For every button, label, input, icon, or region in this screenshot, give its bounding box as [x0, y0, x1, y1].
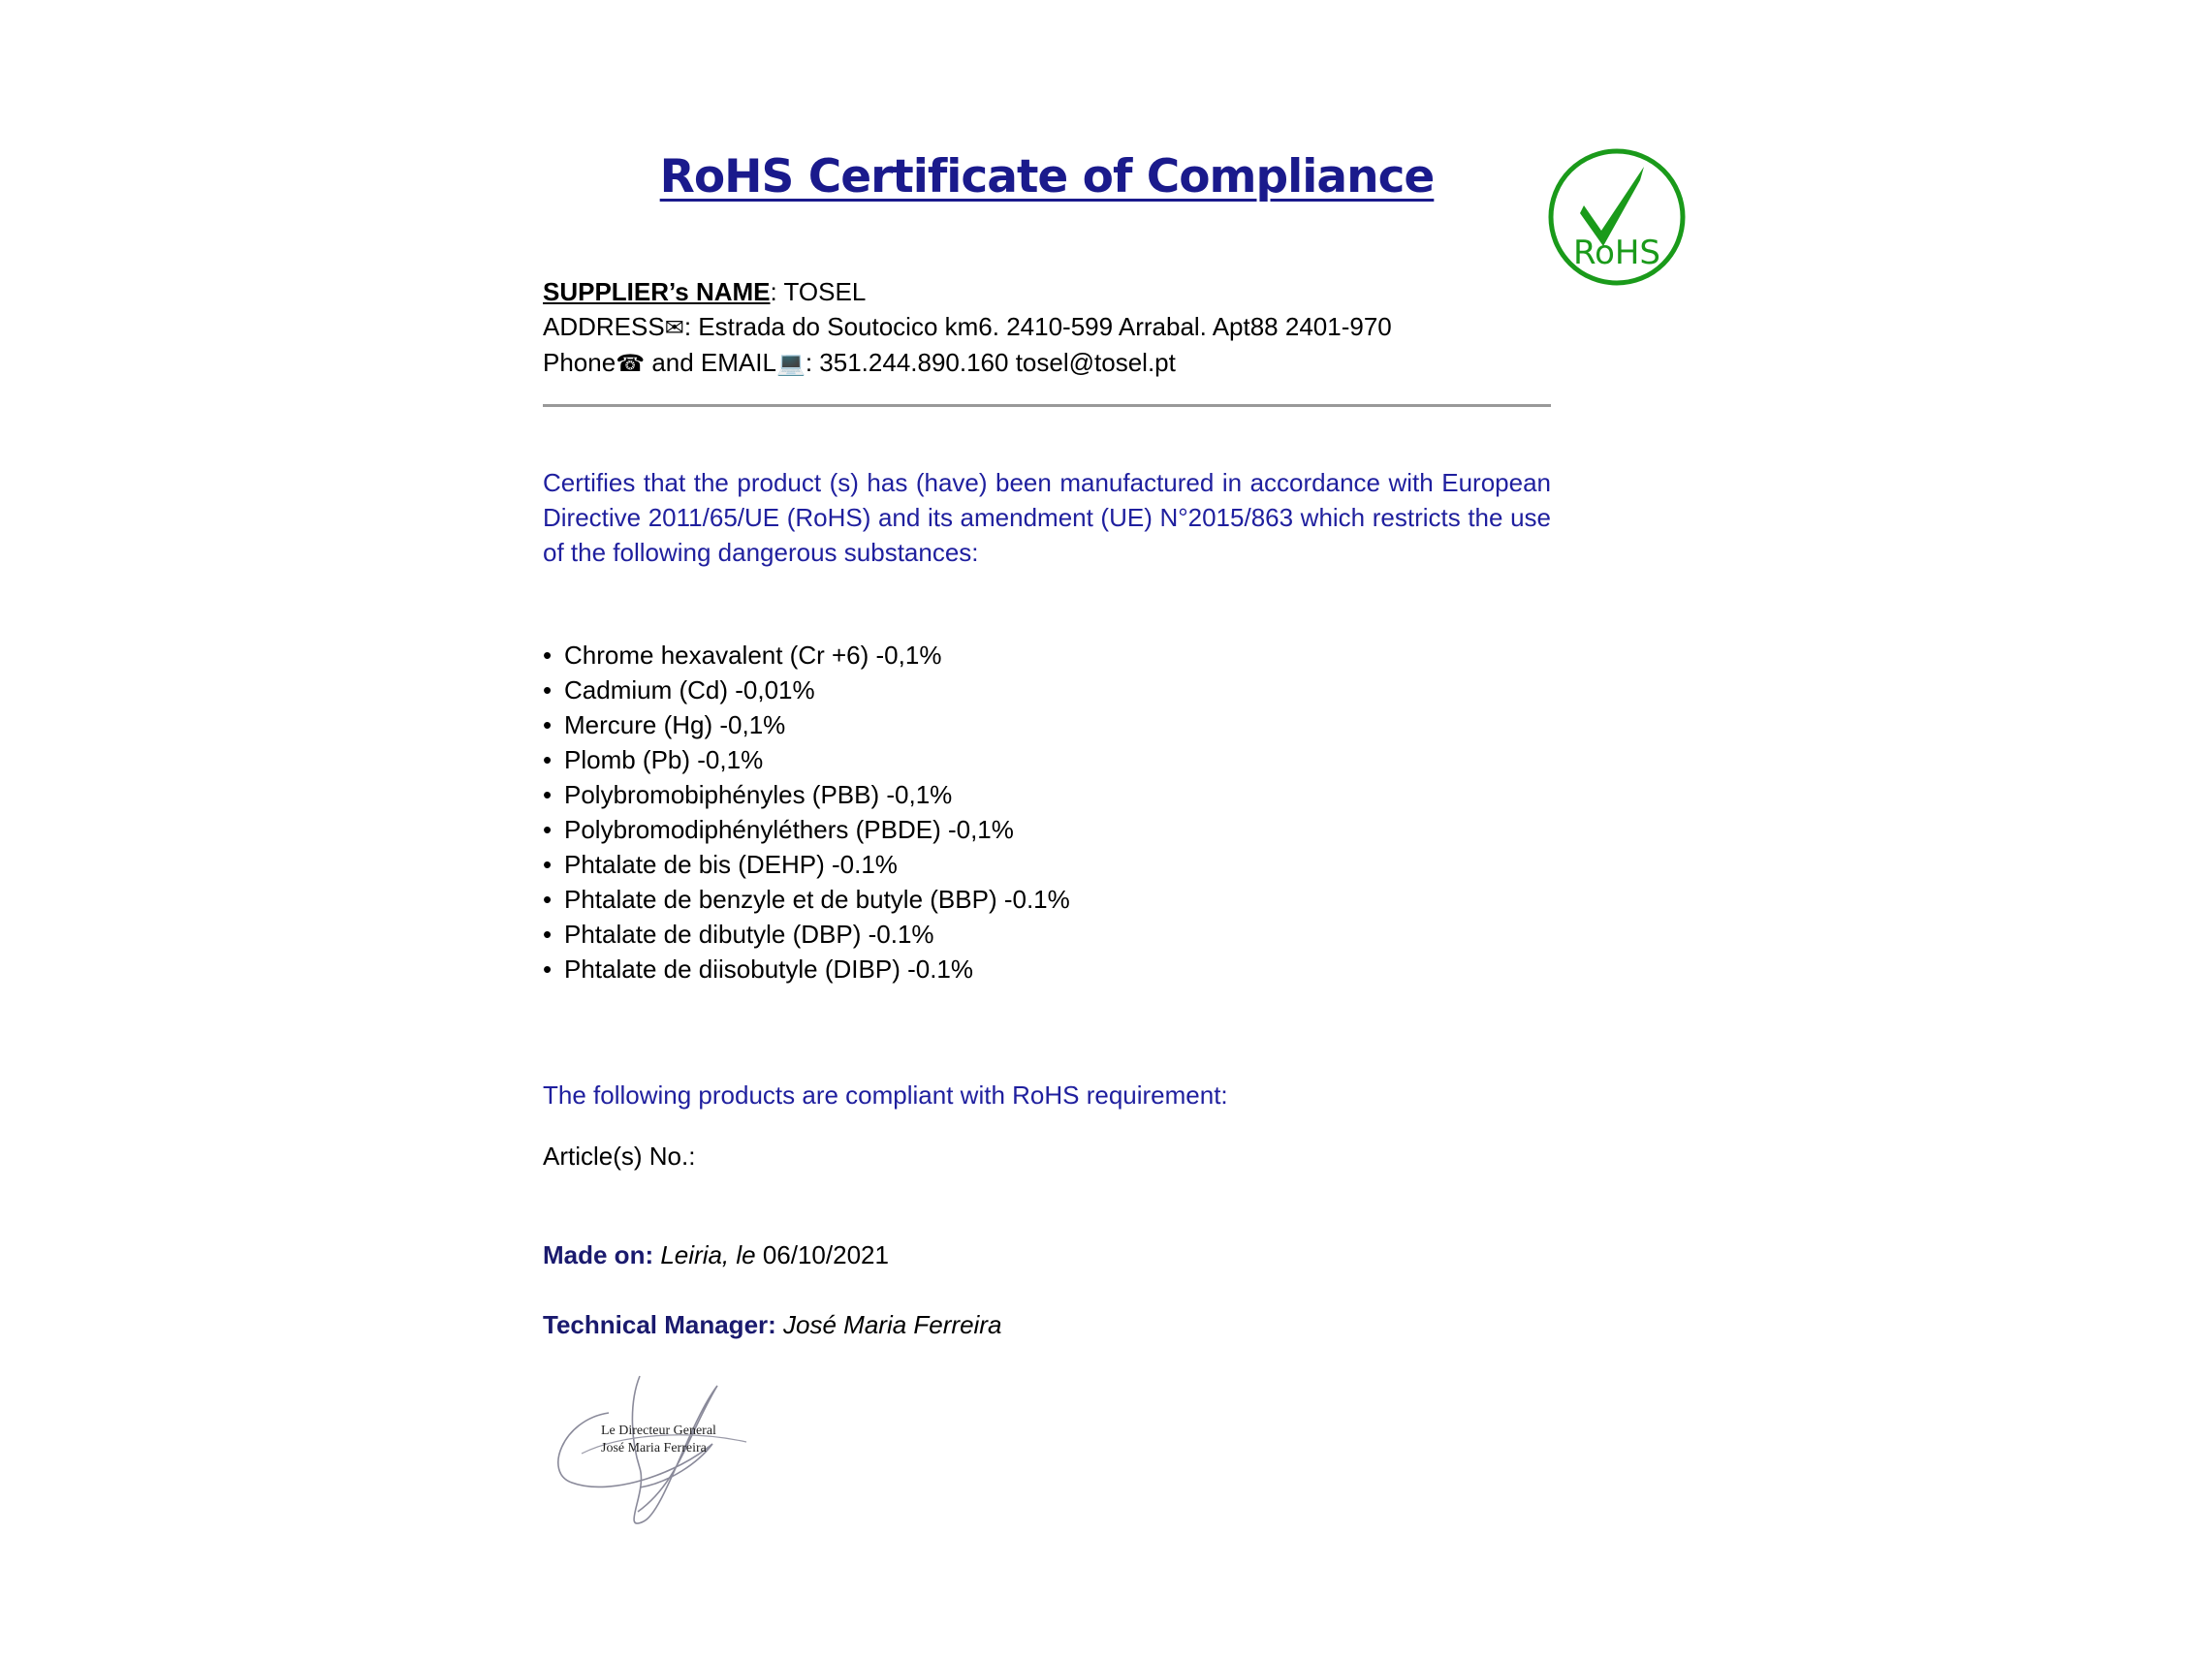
- contact-row: [543, 345, 1561, 381]
- phone-label: Phone: [543, 348, 616, 377]
- envelope-icon: ✉: [664, 314, 684, 341]
- signature-line1: Le Directeur General: [601, 1424, 716, 1438]
- page-title: RoHS Certificate of Compliance: [659, 150, 1435, 203]
- supplier-name-value: : TOSEL: [770, 277, 867, 306]
- list-item: • Phtalate de dibutyle (DBP) -0.1%: [543, 920, 934, 949]
- substances-list: [543, 638, 1551, 986]
- signature: [543, 1366, 766, 1536]
- list-item: • Phtalate de diisobutyle (DIBP) -0.1%: [543, 955, 973, 984]
- rohs-check-logo: [1545, 145, 1689, 289]
- compliant-statement: The following products are compliant with RoHS requirement:: [543, 1080, 1228, 1110]
- telephone-icon: ☎: [616, 350, 646, 377]
- made-on-date: 06/10/2021: [755, 1240, 889, 1269]
- computer-icon: 💻: [775, 350, 806, 377]
- article-number-label: Article(s) No.:: [543, 1142, 696, 1171]
- contact-value: : 351.244.890.160 tosel@tosel.pt: [805, 348, 1176, 377]
- list-item: • Polybromobiphényles (PBB) -0,1%: [543, 780, 953, 809]
- list-item: • Phtalate de benzyle et de butyle (BBP) -0.1%: [543, 885, 1070, 914]
- address-label: ADDRESS: [543, 312, 665, 341]
- technical-manager-label: Technical Manager:: [543, 1310, 776, 1339]
- made-on-row: [543, 1237, 889, 1272]
- supplier-name-label: SUPPLIER’s NAME: [543, 277, 771, 306]
- address-value: : Estrada do Soutocico km6. 2410-599 Arrabal. Apt88 2401-970: [683, 312, 1392, 341]
- email-label: and EMAIL: [645, 348, 776, 377]
- technical-manager-name: José Maria Ferreira: [775, 1310, 1002, 1339]
- list-item: • Cadmium (Cd) -0,01%: [543, 675, 815, 704]
- list-item: • Chrome hexavalent (Cr +6) -0,1%: [543, 641, 942, 670]
- divider: [543, 404, 1551, 407]
- technical-manager-row: [543, 1307, 1001, 1342]
- list-item: • Polybromodiphényléthers (PBDE) -0,1%: [543, 815, 1014, 844]
- certifies-paragraph: Certifies that the product (s) has (have) been manufactured in accordance with European Directive 2011/65/UE (RoHS) and its amendment (UE) N°2015/863 which restricts the use of the following dangerous substances:: [543, 468, 1551, 567]
- supplier-name-row: [543, 274, 1561, 309]
- list-item: • Plomb (Pb) -0,1%: [543, 745, 764, 774]
- made-on-place: Leiria, le: [653, 1240, 756, 1269]
- rohs-logo-text: RoHS: [1572, 234, 1661, 272]
- list-item: • Mercure (Hg) -0,1%: [543, 710, 786, 739]
- made-on-label: Made on:: [543, 1240, 654, 1269]
- supplier-block: [543, 274, 1561, 381]
- address-row: [543, 309, 1561, 345]
- list-item: • Phtalate de bis (DEHP) -0.1%: [543, 850, 898, 879]
- signature-line2: José Maria Ferreira: [601, 1441, 707, 1456]
